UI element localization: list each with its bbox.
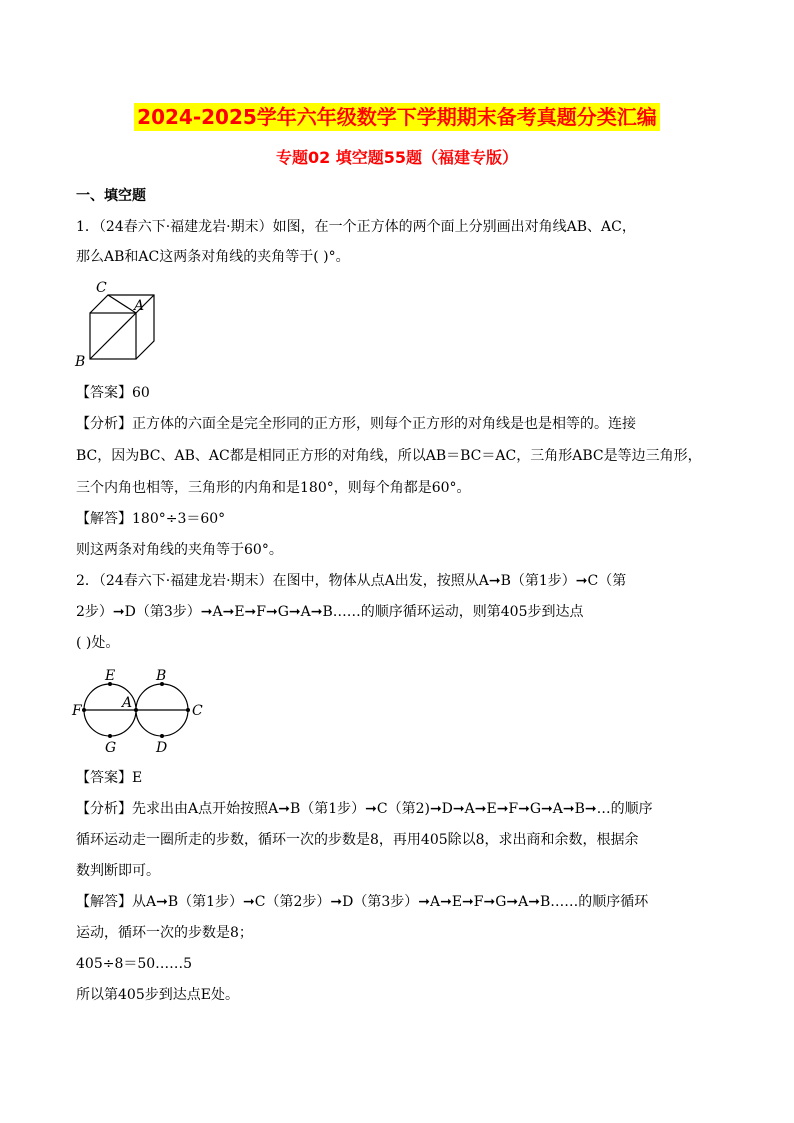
diagonal-ac [108, 295, 136, 313]
title-container [0, 103, 794, 131]
q2-answer: 【答案】E [76, 770, 143, 786]
cube-figure [74, 280, 164, 370]
page-title: 2024-2025学年六年级数学下学期期末备考真题分类汇编 [134, 103, 660, 131]
q2-solution-line-2: 运动，循环一次的步数是8； [76, 925, 253, 941]
label-b: B [75, 354, 86, 370]
q2-analysis-line-3: 数判断即可。 [76, 863, 160, 879]
q1-analysis-line-1: 【分析】正方体的六面全是完全形同的正方形，则每个正方形的对角线是也是相等的。连接 [76, 416, 636, 432]
point-d [160, 734, 164, 738]
label-g: G [105, 740, 117, 756]
point-a [134, 708, 138, 712]
q1-answer: 【答案】60 [76, 385, 150, 401]
q1-solution-line-1: 【解答】180°÷3＝60° [76, 511, 226, 527]
two-circles-figure [70, 666, 210, 756]
q2-stem-line-3: ( )处。 [76, 635, 120, 651]
label-a2: A [122, 695, 133, 711]
q2-analysis-line-1: 【分析】先求出由A点开始按照A➞B（第1步）➞C（第2)➞D➞A➞E➞F➞G➞A➞B➞…的顺序 [76, 801, 653, 817]
label-f: F [72, 703, 82, 719]
point-g [108, 734, 112, 738]
point-f [82, 708, 86, 712]
label-a: A [134, 298, 145, 314]
q1-analysis-line-3: 三个内角也相等，三角形的内角和是180°，则每个角都是60°。 [76, 480, 471, 496]
q2-solution-line-4: 所以第405步到达点E处。 [76, 987, 239, 1003]
label-e: E [105, 668, 116, 684]
q2-analysis-line-2: 循环运动走一圈所走的步数，循环一次的步数是8，再用405除以8，求出商和余数，根据余 [76, 832, 639, 848]
point-c [186, 708, 190, 712]
diagonal-ab [90, 313, 136, 359]
label-c: C [96, 280, 107, 296]
q2-stem-line-2: 2步）➞D（第3步）➞A➞E➞F➞G➞A➞B……的顺序循环运动，则第405步到达点 [76, 604, 584, 620]
label-d: D [156, 740, 168, 756]
section-heading: 一、填空题 [76, 188, 146, 204]
q1-analysis-line-2: BC，因为BC、AB、AC都是相同正方形的对角线，所以AB＝BC＝AC，三角形ABC是等边三角形， [76, 448, 702, 464]
q1-stem-line-1: 1．（24春六下·福建龙岩·期末）如图，在一个正方体的两个面上分别画出对角线AB、AC， [76, 219, 636, 235]
q2-solution-line-1: 【解答】从A➞B（第1步）➞C（第2步）➞D（第3步）➞A➞E➞F➞G➞A➞B……的顺序循环 [76, 894, 649, 910]
q2-solution-line-3: 405÷8＝50……5 [76, 956, 193, 972]
label-b2: B [156, 668, 167, 684]
page-subtitle: 专题02 填空题55题（福建专版） [275, 148, 519, 167]
q1-solution-line-2: 则这两条对角线的夹角等于60°。 [76, 542, 283, 558]
q2-stem-line-1: 2．（24春六下·福建龙岩·期末）在图中，物体从点A出发，按照从A➞B（第1步）➞C（第 [76, 573, 627, 589]
q1-stem-line-2: 那么AB和AC这两条对角线的夹角等于( )°。 [76, 249, 350, 265]
label-c2: C [192, 703, 203, 719]
